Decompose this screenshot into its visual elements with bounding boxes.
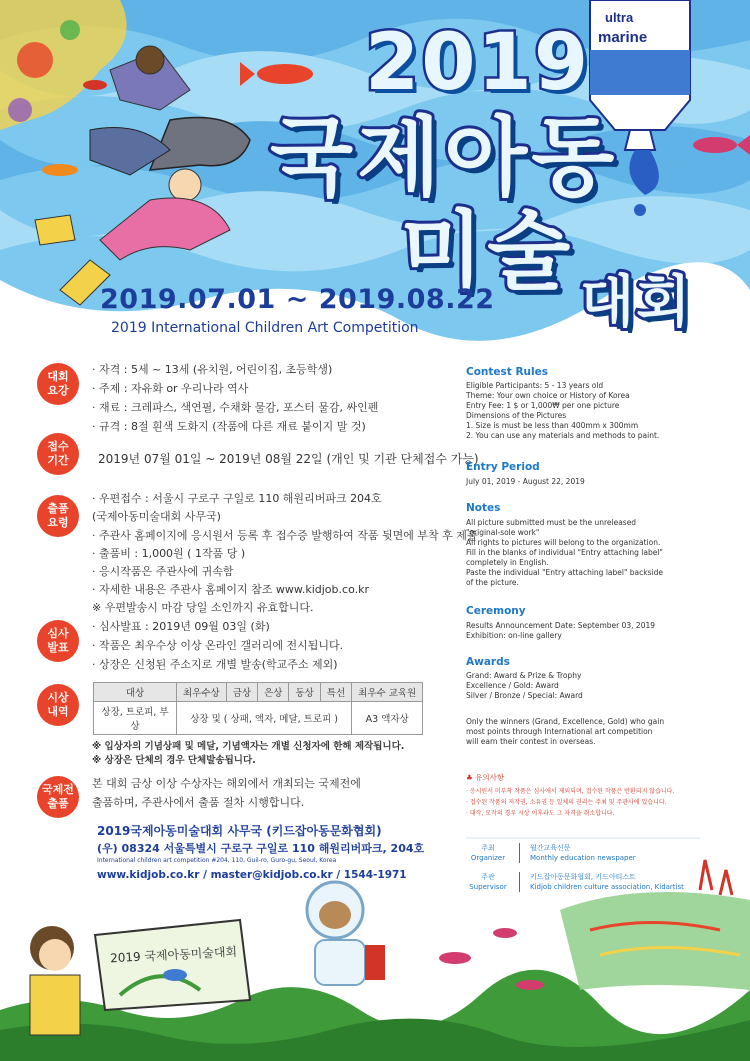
submission-line: · 주관사 홈페이지에 응시원서 등록 후 접수증 발행하여 작품 뒷면에 부착 후 제출 — [92, 529, 478, 542]
prize-header-cell: 대상 — [94, 683, 177, 702]
overview-line: · 재료 : 크레파스, 색연필, 수채화 물감, 포스터 물감, 싸인펜 — [92, 401, 379, 414]
prize-table — [93, 682, 423, 735]
contest-rules-line: 2. You can use any materials and methods to paint. — [466, 431, 660, 440]
supervisor-divider — [519, 872, 520, 892]
badge-prizes: 시상 내역 — [37, 684, 79, 726]
awards-heading: Awards — [466, 656, 510, 668]
awards-note: Only the winners (Grand, Excellence, Gold) who gain — [466, 717, 665, 726]
prize-note: ※ 상장은 단체의 경우 단체발송됩니다. — [92, 755, 256, 766]
international-line: 출품하며, 주관사에서 출품 절차 시행합니다. — [92, 796, 305, 809]
contest-rules-line: Dimensions of the Pictures — [466, 411, 567, 420]
artwork-banner-text: 2019 국제아동미술대회 — [109, 944, 238, 966]
awards-line: Silver / Bronze / Special: Award — [466, 691, 583, 700]
prize-header-cell: 특선 — [320, 683, 351, 702]
ceremony-line: Exhibition: on-line gallery — [466, 631, 562, 640]
badge-period: 접수 기간 — [37, 433, 79, 475]
caution-line: · 접수된 작품의 저작권, 소유권 등 일체의 권리는 주최 및 주관사에 있습니다. — [466, 799, 667, 806]
badge-submission: 출품 요령 — [37, 495, 79, 537]
prize-header-cell: 동상 — [289, 683, 320, 702]
judging-line: · 심사발표 : 2019년 09월 03일 (화) — [92, 620, 270, 633]
submission-line: · 출품비 : 1,000원 ( 1작품 당 ) — [92, 547, 246, 560]
notes-line: "original-sole work" — [466, 528, 540, 537]
organizer-divider — [519, 843, 520, 863]
notes-line: Fill in the blanks of individual "Entry attaching label" — [466, 548, 663, 557]
overview-line: · 자격 : 5세 ~ 13세 (유치원, 어린이집, 초등학생) — [92, 363, 333, 376]
competition-dates: 2019.07.01 ~ 2019.08.22 — [100, 284, 495, 315]
title-line-3: 대회 — [580, 270, 693, 335]
notes-line: All rights to pictures will belong to the organization. — [466, 538, 661, 547]
title-year: 2019 — [365, 18, 591, 108]
notes-heading: Notes — [466, 502, 501, 514]
contest-rules-line: 1. Size is must be less than 400mm x 300mm — [466, 421, 639, 430]
submission-line: · 응시작품은 주관사에 귀속함 — [92, 565, 234, 578]
submission-line: (국제아동미술대회 사무국) — [92, 510, 221, 523]
supervisor-label: 주관 Supervisor — [469, 873, 507, 891]
international-line: 본 대회 금상 이상 수상자는 해외에서 개최되는 국제전에 — [92, 777, 361, 790]
entry-period-line: July 01, 2019 - August 22, 2019 — [466, 477, 585, 486]
caution-line: · 응시원서 미부착 작품은 심사에서 제외되며, 접수된 작품은 반환되지 않습니다. — [466, 788, 675, 795]
office-address: (우) 08324 서울특별시 구로구 구일로 110 해원리버파크, 204호 — [97, 842, 425, 855]
prize-cell: 상장 및 ( 상패, 액자, 메달, 트로피 ) — [177, 702, 352, 735]
ceremony-line: Results Announcement Date: September 03, 2019 — [466, 621, 656, 630]
period-line: 2019년 07월 01일 ~ 2019년 08월 22일 (개인 및 기관 단체접수 가능) — [98, 452, 479, 466]
overview-line: · 규격 : 8절 흰색 도화지 (작품에 다른 재료 붙이지 말 것) — [92, 420, 366, 433]
prize-cell: A3 액자상 — [352, 702, 423, 735]
paint-tube-label: ultra — [605, 10, 634, 25]
prize-table-header — [94, 683, 423, 702]
prize-header-cell: 최우수 교육원 — [352, 683, 423, 702]
awards-line: Grand: Award & Prize & Trophy — [466, 671, 582, 680]
office-contact[interactable]: www.kidjob.co.kr / master@kidjob.co.kr / 1544-1971 — [97, 869, 407, 881]
caution-heading: ♣ 유의사항 — [466, 773, 505, 782]
office-address-en: International children art competition #204, 110, Guil-ro, Guro-gu, Seoul, Korea — [97, 857, 337, 864]
supervisor-value: 키드잡아동문화협회, 키드아티스트 Kidjob children culture association, Kidartist — [530, 873, 684, 891]
contest-rules-heading: Contest Rules — [466, 366, 548, 378]
submission-line: · 우편접수 : 서울시 구로구 구일로 110 해원리버파크 204호 — [92, 492, 382, 505]
notes-line: completely in English. — [466, 558, 549, 567]
badge-international: 국제전 출품 — [37, 776, 79, 818]
contest-rules-line: Theme: Your own choice or History of Korea — [466, 391, 630, 400]
prize-note: ※ 입상자의 기념상패 및 메달, 기념액자는 개별 신청자에 한해 제작됩니다. — [92, 741, 405, 752]
svg-text:marine: marine — [598, 29, 648, 46]
title-line-1: 국제아동 — [270, 108, 619, 208]
badge-overview: 대회 요강 — [37, 363, 79, 405]
office-name: 2019국제아동미술대회 사무국 (키드잡아동문화협회) — [97, 824, 382, 838]
notes-line: All picture submitted must be the unreleased — [466, 518, 637, 527]
contest-rules-line: Eligible Participants: 5 - 13 years old — [466, 381, 604, 390]
prize-header-cell: 최우수상 — [177, 683, 227, 702]
notes-line: of the picture. — [466, 578, 519, 587]
awards-line: Excellence / Gold: Award — [466, 681, 559, 690]
notes-line: Paste the individual "Entry attaching label" backside — [466, 568, 663, 577]
contest-rules-line: Entry Fee: 1 $ or 1,000₩ per one picture — [466, 401, 620, 410]
awards-note: most points through International art competition — [466, 727, 653, 736]
badge-judging: 심사 발표 — [37, 620, 79, 662]
entry-period-heading: Entry Period — [466, 461, 540, 473]
organizer-label: 주최 Organizer — [470, 844, 506, 862]
competition-subtitle: 2019 International Children Art Competition — [111, 320, 419, 336]
title-line-2: 미술 — [400, 202, 575, 302]
prize-cell: 상장, 트로피, 부상 — [94, 702, 177, 735]
prize-header-cell: 금상 — [226, 683, 257, 702]
submission-line: · 자세한 내용은 주관사 홈페이지 참조 www.kidjob.co.kr — [92, 583, 369, 596]
overview-line: · 주제 : 자유화 or 우리나라 역사 — [92, 382, 249, 395]
prize-table-row — [94, 702, 423, 735]
awards-note: will earn their contest in overseas. — [466, 737, 596, 746]
judging-line: · 작품은 최우수상 이상 온라인 갤러리에 전시됩니다. — [92, 639, 344, 652]
ceremony-heading: Ceremony — [466, 605, 526, 617]
submission-line: ※ 우편발송시 마감 당일 소인까지 유효합니다. — [92, 601, 314, 614]
judging-line: · 상장은 신청된 주소지로 개별 발송(학교주소 제외) — [92, 658, 338, 671]
prize-header-cell: 은상 — [258, 683, 289, 702]
organizer-value: 월간교육신문 Monthly education newspaper — [530, 844, 636, 862]
caution-line: · 대작, 모작의 경우 시상 이후라도 그 자격을 취소합니다. — [466, 810, 615, 817]
